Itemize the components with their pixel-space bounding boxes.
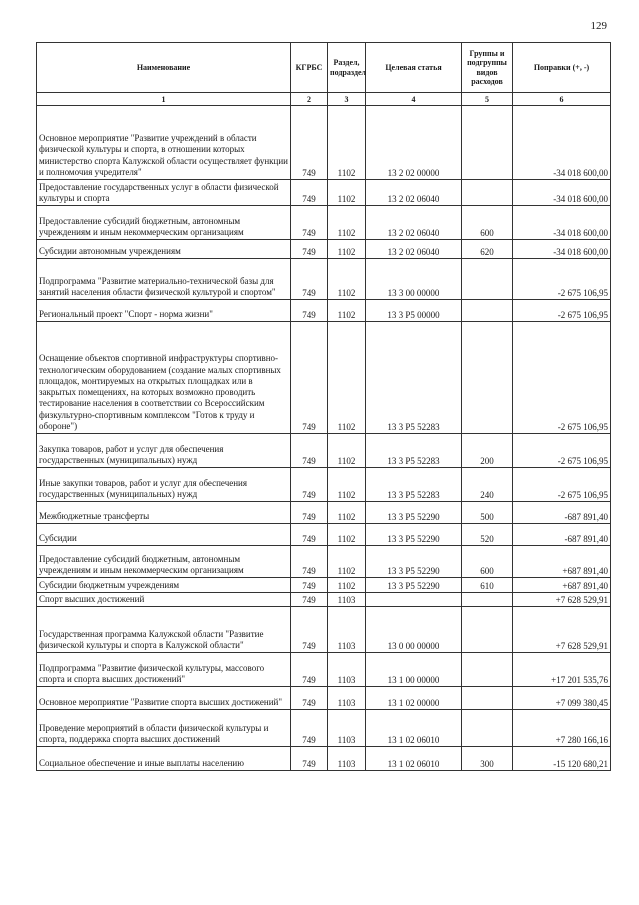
row-kgrbs: 749 xyxy=(291,300,328,322)
row-section: 1103 xyxy=(328,687,366,710)
row-group: 600 xyxy=(462,546,513,578)
table-row xyxy=(37,106,611,180)
row-amount: -2 675 106,95 xyxy=(513,434,611,468)
column-number: 2 xyxy=(291,93,328,106)
row-kgrbs: 749 xyxy=(291,593,328,607)
row-group: 240 xyxy=(462,468,513,502)
row-amount: -687 891,40 xyxy=(513,502,611,524)
row-name: Основное мероприятие "Развитие спорта высших достижений" xyxy=(37,687,291,710)
row-amount: -2 675 106,95 xyxy=(513,259,611,300)
row-kgrbs: 749 xyxy=(291,710,328,747)
table-row xyxy=(37,578,611,593)
row-section: 1102 xyxy=(328,434,366,468)
row-article: 13 3 P5 52283 xyxy=(366,434,462,468)
row-article: 13 3 P5 52290 xyxy=(366,546,462,578)
row-amount: -687 891,40 xyxy=(513,524,611,546)
row-name: Субсидии бюджетным учреждениям xyxy=(37,578,291,593)
row-name: Социальное обеспечение и иные выплаты населению xyxy=(37,747,291,771)
column-number: 4 xyxy=(366,93,462,106)
row-group xyxy=(462,300,513,322)
table-row xyxy=(37,607,611,653)
column-number-row xyxy=(37,93,611,106)
row-article: 13 2 02 00000 xyxy=(366,106,462,180)
column-number: 3 xyxy=(328,93,366,106)
row-name: Основное мероприятие "Развитие учреждений в области физической культуры и спорта, в отношении которых министерство спорта Калужской области осуществляет функции и полномочия учредителя" xyxy=(37,106,291,180)
header-kgrbs: КГРБС xyxy=(291,43,328,93)
row-group xyxy=(462,106,513,180)
row-section: 1103 xyxy=(328,653,366,687)
row-group: 600 xyxy=(462,206,513,240)
row-kgrbs: 749 xyxy=(291,259,328,300)
row-article: 13 0 00 00000 xyxy=(366,607,462,653)
row-group: 620 xyxy=(462,240,513,259)
row-section: 1102 xyxy=(328,180,366,206)
row-group xyxy=(462,593,513,607)
row-section: 1102 xyxy=(328,240,366,259)
row-section: 1102 xyxy=(328,259,366,300)
row-name: Спорт высших достижений xyxy=(37,593,291,607)
row-section: 1102 xyxy=(328,502,366,524)
row-name: Оснащение объектов спортивной инфраструктуры спортивно-технологическим оборудованием (создание малых спортивных площадок, монтируемых на открытых площадках или в закрытых помещениях, на которых возможно проводить тестирование населения в соответствии со Всероссийским физкультурно-спортивным комплексом "Готов к труду и обороне") xyxy=(37,322,291,434)
row-kgrbs: 749 xyxy=(291,524,328,546)
header-section: Раздел, подраздел xyxy=(328,43,366,93)
table-row xyxy=(37,747,611,771)
table-row xyxy=(37,687,611,710)
row-group: 200 xyxy=(462,434,513,468)
table-row xyxy=(37,546,611,578)
row-article: 13 3 P5 52283 xyxy=(366,468,462,502)
row-article: 13 1 00 00000 xyxy=(366,653,462,687)
row-amount: +7 099 380,45 xyxy=(513,687,611,710)
table-row xyxy=(37,206,611,240)
row-kgrbs: 749 xyxy=(291,578,328,593)
row-article xyxy=(366,593,462,607)
row-amount: -34 018 600,00 xyxy=(513,180,611,206)
row-group: 520 xyxy=(462,524,513,546)
row-name: Субсидии xyxy=(37,524,291,546)
row-name: Проведение мероприятий в области физической культуры и спорта, поддержка спорта высших достижений xyxy=(37,710,291,747)
row-name: Предоставление субсидий бюджетным, автономным учреждениям и иным некоммерческим организациям xyxy=(37,546,291,578)
row-article: 13 3 P5 52290 xyxy=(366,502,462,524)
row-kgrbs: 749 xyxy=(291,747,328,771)
row-article: 13 1 02 00000 xyxy=(366,687,462,710)
row-amount: -34 018 600,00 xyxy=(513,206,611,240)
row-group xyxy=(462,607,513,653)
row-amount: +7 628 529,91 xyxy=(513,593,611,607)
row-amount: +687 891,40 xyxy=(513,546,611,578)
header-amendments: Поправки (+, -) xyxy=(513,43,611,93)
row-amount: +7 280 166,16 xyxy=(513,710,611,747)
row-name: Иные закупки товаров, работ и услуг для обеспечения государственных (муниципальных) нужд xyxy=(37,468,291,502)
row-section: 1102 xyxy=(328,322,366,434)
row-name: Государственная программа Калужской области "Развитие физической культуры и спорта в Калужской области" xyxy=(37,607,291,653)
row-group xyxy=(462,653,513,687)
row-name: Межбюджетные трансферты xyxy=(37,502,291,524)
row-section: 1102 xyxy=(328,206,366,240)
row-section: 1103 xyxy=(328,593,366,607)
row-article: 13 2 02 06040 xyxy=(366,180,462,206)
row-article: 13 3 P5 00000 xyxy=(366,300,462,322)
row-kgrbs: 749 xyxy=(291,607,328,653)
table-row xyxy=(37,710,611,747)
row-kgrbs: 749 xyxy=(291,206,328,240)
row-amount: -2 675 106,95 xyxy=(513,322,611,434)
row-section: 1102 xyxy=(328,300,366,322)
header-article: Целевая статья xyxy=(366,43,462,93)
row-group xyxy=(462,710,513,747)
row-section: 1103 xyxy=(328,710,366,747)
column-number: 1 xyxy=(37,93,291,106)
row-amount: +7 628 529,91 xyxy=(513,607,611,653)
row-article: 13 2 02 06040 xyxy=(366,240,462,259)
row-article: 13 3 P5 52283 xyxy=(366,322,462,434)
row-name: Субсидии автономным учреждениям xyxy=(37,240,291,259)
column-number: 6 xyxy=(513,93,611,106)
table-row xyxy=(37,259,611,300)
row-kgrbs: 749 xyxy=(291,653,328,687)
row-group xyxy=(462,687,513,710)
row-article: 13 2 02 06040 xyxy=(366,206,462,240)
header-name: Наименование xyxy=(37,43,291,93)
row-amount: -15 120 680,21 xyxy=(513,747,611,771)
row-group: 610 xyxy=(462,578,513,593)
row-kgrbs: 749 xyxy=(291,546,328,578)
row-kgrbs: 749 xyxy=(291,240,328,259)
row-section: 1102 xyxy=(328,468,366,502)
row-article: 13 3 P5 52290 xyxy=(366,524,462,546)
row-group xyxy=(462,259,513,300)
row-article: 13 1 02 06010 xyxy=(366,710,462,747)
row-section: 1103 xyxy=(328,747,366,771)
row-section: 1102 xyxy=(328,524,366,546)
table-header-row xyxy=(37,43,611,93)
row-amount: +17 201 535,76 xyxy=(513,653,611,687)
row-amount: -34 018 600,00 xyxy=(513,240,611,259)
row-group xyxy=(462,322,513,434)
table-row xyxy=(37,180,611,206)
row-section: 1102 xyxy=(328,106,366,180)
table-row xyxy=(37,434,611,468)
column-number: 5 xyxy=(462,93,513,106)
row-name: Предоставление субсидий бюджетным, автономным учреждениям и иным некоммерческим организациям xyxy=(37,206,291,240)
row-name: Предоставление государственных услуг в области физической культуры и спорта xyxy=(37,180,291,206)
row-amount: -34 018 600,00 xyxy=(513,106,611,180)
header-groups: Группы и подгруппы видов расходов xyxy=(462,43,513,93)
table-row xyxy=(37,468,611,502)
row-group xyxy=(462,180,513,206)
row-kgrbs: 749 xyxy=(291,106,328,180)
table-row xyxy=(37,300,611,322)
row-section: 1103 xyxy=(328,607,366,653)
row-article: 13 3 00 00000 xyxy=(366,259,462,300)
row-group: 300 xyxy=(462,747,513,771)
table-row xyxy=(37,322,611,434)
table-row xyxy=(37,240,611,259)
row-article: 13 1 02 06010 xyxy=(366,747,462,771)
budget-amendments-table xyxy=(36,42,611,771)
row-group: 500 xyxy=(462,502,513,524)
row-name: Закупка товаров, работ и услуг для обеспечения государственных (муниципальных) нужд xyxy=(37,434,291,468)
row-kgrbs: 749 xyxy=(291,687,328,710)
row-amount: -2 675 106,95 xyxy=(513,300,611,322)
table-row xyxy=(37,653,611,687)
row-amount: -2 675 106,95 xyxy=(513,468,611,502)
row-amount: +687 891,40 xyxy=(513,578,611,593)
table-row xyxy=(37,524,611,546)
table-row xyxy=(37,502,611,524)
row-name: Региональный проект "Спорт - норма жизни" xyxy=(37,300,291,322)
row-kgrbs: 749 xyxy=(291,468,328,502)
page-number: 129 xyxy=(590,20,607,32)
row-kgrbs: 749 xyxy=(291,180,328,206)
table-row xyxy=(37,593,611,607)
row-kgrbs: 749 xyxy=(291,502,328,524)
row-name: Подпрограмма "Развитие физической культуры, массового спорта и спорта высших достижений" xyxy=(37,653,291,687)
row-article: 13 3 P5 52290 xyxy=(366,578,462,593)
row-section: 1102 xyxy=(328,578,366,593)
row-kgrbs: 749 xyxy=(291,434,328,468)
row-kgrbs: 749 xyxy=(291,322,328,434)
row-section: 1102 xyxy=(328,546,366,578)
row-name: Подпрограмма "Развитие материально-технической базы для занятий населения области физической культурой и спортом" xyxy=(37,259,291,300)
